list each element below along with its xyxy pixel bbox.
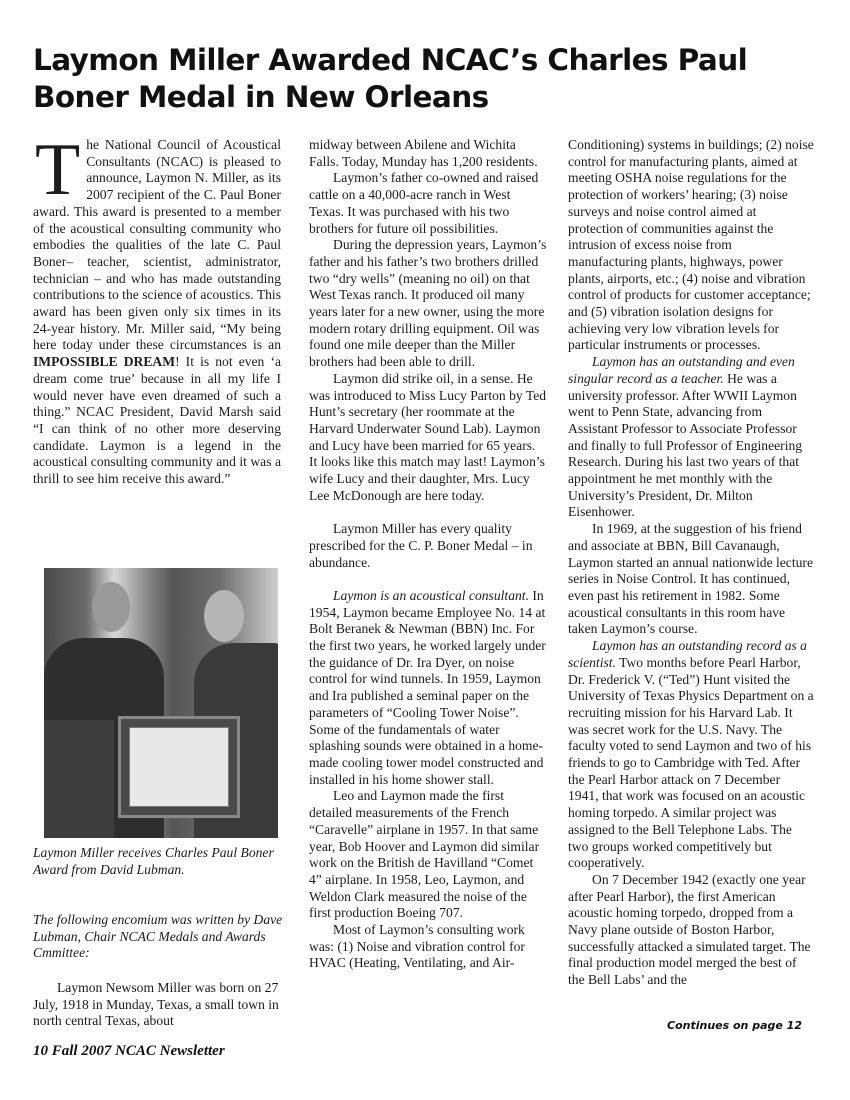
- birth-paragraph: Laymon Newsom Miller was born on 27 July, 1918 in Munday, Texas, a small town in north central Texas, about: [33, 980, 279, 1029]
- intro-paragraph: [33, 129, 282, 488]
- paragraph: Laymon’s father co-owned and raised cattle on a 40,000-acre ranch in West Texas. It was purchased with his two brothers for future oil possibilities.: [309, 170, 539, 236]
- paragraph: Most of Laymon’s consulting work was: (1) Noise and vibration control for HVAC (Heating, Ventilating, and Air-: [309, 922, 525, 971]
- paragraph: Conditioning) systems in buildings; (2) noise control for manufacturing plants, aimed at meeting OSHA noise regulations for the protection of workers’ hearing; (3) noise surveys and noise control aimed at protection of communities against the intrusion of excess noise from manufacturing plants, highways, power plants, airports, etc.; (4) noise and vibration control of products for customer acceptance; and (5) vibration isolation designs for achieving very low vibration levels for particular instruments or processes.: [568, 137, 814, 353]
- paragraph-text: Two months before Pearl Harbor, Dr. Frederick V. (“Ted”) Hunt visited the University of Texas Physics Department on a recruiting mission for his Harvard Lab. It was secret work for the U.S. Navy. The faculty voted to send Laymon and two of his friends to go to Cambridge with Ted. After the Pearl Harbor attack on 7 December 1941, that work was focused on an acoustic homing torpedo. A similar project was assigned to the Bell Telephone Labs. The two groups worked competitively but cooperatively.: [568, 654, 814, 871]
- impossible-dream-emphasis: IMPOSSIBLE DREAM: [33, 354, 176, 370]
- column-1: [33, 129, 282, 488]
- paragraph-text: In 1954, Laymon became Employee No. 14 at Bolt Beranek & Newman (BBN) Inc. For the first two years, he worked largely under the guidance of Dr. Ira Dyer, on noise control for wind tunnels. In 1959, Laymon and Ira published a seminal paper on the parameters of “Cooling Tower Noise”. Some of the fundamentals of water splashing sounds were obtained in a home-made cooling tower model constructed and installed in his home shower stall.: [309, 587, 546, 787]
- section-lead-scientist: Laymon has an outstanding record as a scientist.: [568, 638, 807, 670]
- paragraph: midway between Abilene and Wichita Falls. Today, Munday has 1,200 residents.: [309, 137, 538, 169]
- intro-text-b: ! It is not even ‘a dream come true’ because in all my life I would never have even dreamed of such a thing.” NCAC President, David Marsh said “I can think of no other more deserving candidate. Laymon is a legend in the acoustical consulting community and it was a thrill to see him receive this award.”: [33, 354, 282, 487]
- photo-head-right: [204, 590, 244, 642]
- paragraph: [309, 588, 547, 788]
- paragraph: [568, 638, 814, 872]
- paragraph: [568, 354, 814, 521]
- photo-head-left: [92, 582, 130, 632]
- paragraph: During the depression years, Laymon’s father and his father’s two brothers drilled two “dry wells” (meaning no oil) on that West Texas ranch. It produced oil many years later for a new owner, using the more modern rotary drilling equipment. Oil was found one mile deeper than the Miller brothers had been able to drill.: [309, 237, 547, 370]
- continues-link[interactable]: Continues on page 12: [667, 1019, 802, 1032]
- paragraph: On 7 December 1942 (exactly one year after Pearl Harbor), the first American acoustic homing torpedo, dropped from a Navy plane outside of Boston Harbor, successfully attacked a simulated target. The final production model merged the best of the Bell Labs’ and the: [568, 871, 811, 988]
- paragraph: Laymon did strike oil, in a sense. He was introduced to Miss Lucy Parton by Ted Hunt’s secretary (her roommate at the Harvard Underwater Sound Lab). Laymon and Lucy have been married for 65 years. It looks like this match may last! Laymon’s wife Lucy and their daughter, Mrs. Lucy Lee McDonough are here today.: [309, 370, 547, 503]
- section-lead-consultant: Laymon is an acoustical consultant.: [333, 587, 529, 603]
- paragraph: Leo and Laymon made the first detailed measurements of the French “Caravelle” airplane in 1957. In that same year, Bob Hoover and Laymon did similar work on the British de Havilland “Comet 4” airplane. In 1958, Leo, Laymon, and Weldon Clark measured the noise of the first production Boeing 707.: [309, 788, 540, 921]
- paragraph: In 1969, at the suggestion of his friend and associate at BBN, Bill Cavanaugh, Laymon started an annual nationwide lecture series in Noise Control. It has continued, even past his retirement in 1982. Some acoustical consultants in this room have taken Laymon’s course.: [568, 521, 813, 637]
- intro-text-a: he National Council of Acoustical Consultants (NCAC) is pleased to announce, Laymon N. Miller, as its 2007 recipient of the C. Paul Boner award. This award is presented to a member of the acoustical consulting community who embodies the qualities of the late C. Paul Boner– teacher, scientist, administrator, technician – and who has made outstanding contributions to the science of acoustics. This award has been given only six times in its 24-year history. Mr. Miller said, “My being here today under these circumstances is an: [33, 137, 281, 353]
- award-photo: [44, 568, 278, 838]
- paragraph: Laymon Miller has every quality prescribed for the C. P. Boner Medal – in abundance.: [309, 521, 533, 570]
- photo-podium: [44, 720, 114, 838]
- section-lead-teacher: Laymon has an outstanding and even singular record as a teacher.: [568, 354, 795, 386]
- drop-cap: T: [35, 129, 81, 211]
- photo-caption: Laymon Miller receives Charles Paul Boner Award from David Lubman.: [33, 845, 274, 877]
- column-2: [309, 137, 547, 972]
- paragraph-text: He was a university professor. After WWII Laymon went to Penn State, advancing from Assistant Professor to Associate Professor and finally to full Professor of Engineering Research. During his last two years of that appointment he met monthly with the University’s President, Dr. Milton Eisenhower.: [568, 370, 803, 520]
- article-title: Laymon Miller Awarded NCAC’s Charles Paul Boner Medal in New Orleans: [33, 43, 748, 114]
- column-3: [568, 137, 814, 989]
- page-footer: 10 Fall 2007 NCAC Newsletter: [33, 1043, 225, 1059]
- encomium-note: The following encomium was written by Dave Lubman, Chair NCAC Medals and Awards Cmmittee:: [33, 912, 283, 961]
- photo-certificate: [129, 727, 229, 807]
- photo-certificate-frame: [118, 716, 240, 818]
